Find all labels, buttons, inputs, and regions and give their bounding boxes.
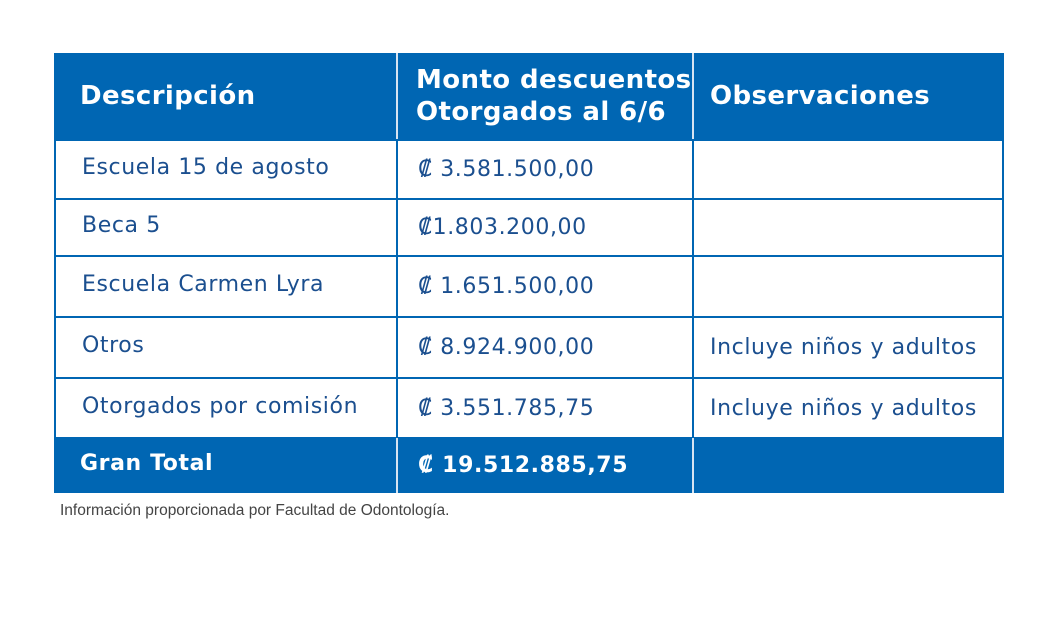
total-divider-2: [692, 438, 694, 493]
cell-descripcion: [56, 200, 396, 255]
header-monto-text: Monto descuentos Otorgados al 6/6: [416, 64, 692, 127]
cell-descripcion-text: Escuela Carmen Lyra: [82, 272, 325, 297]
total-divider-1: [396, 438, 398, 493]
cell-monto-text: ₡ 1.651.500,00: [418, 274, 595, 299]
header-observaciones-text: Observaciones: [710, 80, 931, 111]
total-label-cell: [54, 438, 396, 493]
cell-monto-text: ₡ 8.924.900,00: [418, 335, 595, 360]
header-descripcion: [54, 53, 396, 139]
source-note: Información proporcionada por Facultad de Odontología.: [60, 502, 450, 519]
header-observaciones: [694, 53, 1004, 139]
cell-monto: [398, 141, 692, 198]
discounts-table: [54, 53, 1004, 493]
cell-descripcion: [56, 141, 396, 198]
cell-descripcion-text: Escuela 15 de agosto: [82, 155, 330, 180]
cell-monto-text: ₡ 3.581.500,00: [418, 157, 595, 182]
cell-monto: [398, 318, 692, 377]
cell-descripcion: [56, 257, 396, 316]
cell-monto-text: ₡ 3.551.785,75: [418, 395, 595, 421]
cell-descripcion: [56, 318, 396, 377]
header-descripcion-text: Descripción: [80, 80, 256, 111]
cell-descripcion-text: Otorgados por comisión: [82, 393, 359, 419]
header-divider-2: [692, 53, 694, 139]
total-amount-cell: [398, 438, 692, 493]
total-obs-cell: [694, 438, 1004, 493]
cell-monto: [398, 257, 692, 316]
cell-observaciones-text: Incluye niños y adultos: [710, 395, 977, 421]
total-label: Gran Total: [80, 451, 214, 476]
cell-observaciones: [694, 257, 1002, 316]
cell-monto: [398, 200, 692, 255]
cell-observaciones: [694, 200, 1002, 255]
total-amount: ₡ 19.512.885,75: [418, 453, 629, 478]
cell-observaciones: [694, 318, 1002, 377]
header-divider-1: [396, 53, 398, 139]
cell-descripcion-text: Otros: [82, 333, 145, 358]
cell-monto: [398, 379, 692, 437]
cell-descripcion-text: Beca 5: [82, 213, 161, 238]
cell-observaciones-text: Incluye niños y adultos: [710, 335, 977, 360]
cell-monto-text: ₡1.803.200,00: [418, 215, 587, 240]
header-monto: [398, 53, 692, 139]
cell-descripcion: [56, 379, 396, 437]
cell-observaciones: [694, 379, 1002, 437]
cell-observaciones: [694, 141, 1002, 198]
